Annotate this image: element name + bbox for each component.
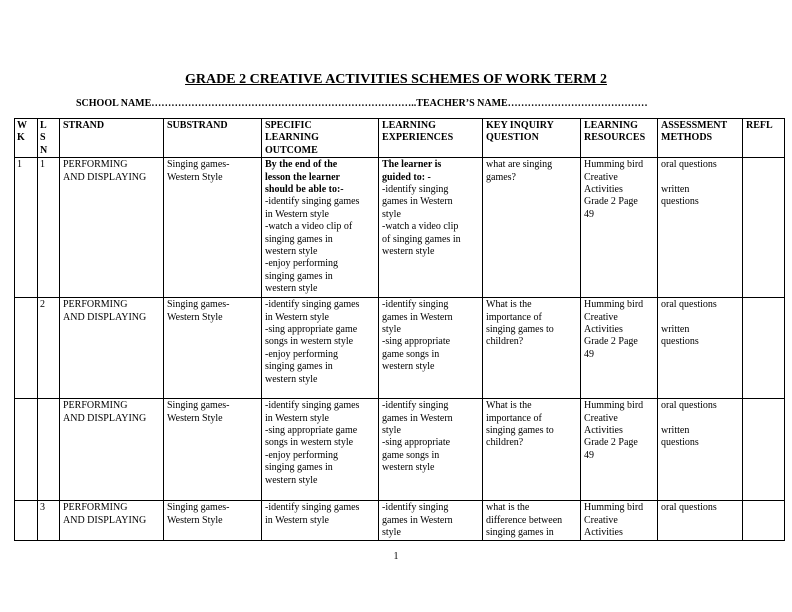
header-row [15,119,785,158]
cell-key-inquiry-question [483,399,581,501]
cell-learning-resources [581,399,658,501]
cell-text-line: singing games in [486,527,554,539]
cell-text-line: Western Style [167,514,223,526]
cell-week: 1 [15,158,38,298]
cell-text-line: in Western style [265,412,329,424]
cell-text-line: written [661,424,690,436]
cell-text-line: AND DISPLAYING [63,311,147,323]
cell-text-line: singing games to [486,324,554,336]
cell-reflection [743,298,785,399]
cell-text-line: style [382,324,401,336]
cell-text-line: children? [486,336,524,348]
cell-key-inquiry-question [483,501,581,541]
line-gap [661,312,739,324]
cell-specific-learning-outcome [262,298,379,399]
cell-text-line: games in Western [382,196,453,208]
cell-text-line: LEARNING [265,132,319,144]
cell-text-line: singing games in [265,270,333,282]
cell-text-line: style [382,527,401,539]
cell-text-line: western style [265,474,318,486]
cell-text-line: -identify singing [382,299,449,311]
cell-text-line: Singing games- [167,159,230,171]
cell-strand [60,298,164,399]
cell-text-line: Creative [584,514,618,526]
cell-text-line: style [382,425,401,437]
cell-specific-learning-outcome [262,399,379,501]
cell-text-line: -identify singing [382,184,449,196]
cell-learning-experiences [379,298,483,399]
cell-text-line: of singing games in [382,233,461,245]
cell-text-line: -identify singing games [265,400,360,412]
cell-text-line: The learner is [382,159,442,171]
table-row [15,158,785,298]
cell-reflection [743,501,785,541]
cell-text-line: ASSESSMENT [661,120,728,131]
cell-text-line: PERFORMING [63,299,128,311]
line-gap [661,413,739,425]
cell-text-line: game songs in [382,449,440,461]
cell-text-line: games in Western [382,412,453,424]
cell-text-line: PERFORMING [63,400,128,412]
cell-text-line: PERFORMING [63,159,128,171]
cell-text-line: songs in western style [265,437,354,449]
cell-text-line: EXPERIENCES [382,132,454,144]
cell-text-line: -identify singing [382,400,449,412]
cell-text-line: What is the [486,299,532,311]
cell-text-line: lesson the learner [265,171,340,183]
cell-text-line: Singing games- [167,502,230,514]
cell-text-line: western style [265,246,318,258]
cell-text-line: PERFORMING [63,502,128,514]
cell-text-line: STRAND [63,120,105,131]
document-title: GRADE 2 CREATIVE ACTIVITIES SCHEMES OF WORK TERM 2 [185,72,607,87]
cell-text-line: L [40,120,47,131]
cell-text-line: what are singing [486,159,553,171]
cell-text-line: singing games in [265,361,333,373]
cell-text-line: Western Style [167,171,223,183]
cell-week [15,399,38,501]
cell-text-line: SUBSTRAND [167,120,228,131]
cell-text-line: singing games in [265,233,333,245]
header-strand [60,119,164,158]
cell-text-line: songs in western style [265,336,354,348]
cell-text-line: western style [382,246,435,258]
cell-text-line: Activities [584,425,623,437]
cell-text-line: -identify singing games [265,196,360,208]
cell-specific-learning-outcome [262,158,379,298]
cell-text-line: -sing appropriate game [265,425,358,437]
cell-lesson [38,399,60,501]
cell-text-line: games in Western [382,514,453,526]
cell-text-line: -enjoy performing [265,258,339,270]
cell-learning-resources [581,298,658,399]
line-gap [661,172,739,184]
header-key-inquiry-question [483,119,581,158]
cell-lesson: 1 [38,158,60,298]
cell-text-line: what is the [486,502,530,514]
cell-text-line: Singing games- [167,299,230,311]
cell-reflection [743,399,785,501]
cell-text-line: importance of [486,412,542,424]
cell-text-line: REFL [746,120,773,131]
cell-text-line: -sing appropriate [382,336,451,348]
cell-reflection [743,158,785,298]
header-learning-resources [581,119,658,158]
cell-text-line: western style [382,361,435,373]
cell-text-line: Activities [584,527,623,539]
cell-strand [60,399,164,501]
cell-text-line: QUESTION [486,132,539,144]
cell-strand [60,158,164,298]
cell-week [15,298,38,399]
cell-assessment-methods [658,298,743,399]
cell-text-line: Activities [584,184,623,196]
cell-lesson: 3 [38,501,60,541]
cell-text-line: -watch a video clip [382,221,459,233]
cell-text-line: singing games to [486,425,554,437]
cell-text-line: LEARNING [584,120,638,131]
cell-text-line: -identify singing games [265,502,360,514]
header-assessment-methods [658,119,743,158]
cell-text-line: -identify singing games [265,299,360,311]
cell-text-line: Humming bird [584,400,644,412]
cell-assessment-methods [658,501,743,541]
cell-text-line: N [40,144,48,156]
cell-text-line: children? [486,437,524,449]
cell-text-line: -identify singing [382,502,449,514]
cell-text-line: AND DISPLAYING [63,171,147,183]
cell-text-line: style [382,208,401,220]
cell-learning-experiences [379,158,483,298]
cell-text-line: in Western style [265,311,329,323]
cell-text-line: western style [265,373,318,385]
cell-text-line: S [40,132,46,144]
scheme-of-work-table [14,118,785,541]
cell-text-line: 49 [584,348,594,360]
cell-text-line: -sing appropriate [382,437,451,449]
header-substrand [164,119,262,158]
cell-text-line: in Western style [265,208,329,220]
cell-text-line: Humming bird [584,159,644,171]
table-row [15,298,785,399]
cell-learning-experiences [379,399,483,501]
cell-text-line: 49 [584,208,594,220]
cell-text-line: oral questions [661,159,717,171]
cell-text-line: -sing appropriate game [265,324,358,336]
cell-text-line: oral questions [661,299,717,311]
cell-text-line: What is the [486,400,532,412]
cell-text-line: KEY INQUIRY [486,120,554,131]
cell-text-line: By the end of the [265,159,338,171]
cell-text-line: games? [486,171,516,183]
cell-substrand [164,501,262,541]
cell-text-line: K [17,132,25,144]
cell-strand [60,501,164,541]
cell-assessment-methods [658,158,743,298]
cell-text-line: Creative [584,311,618,323]
header-specific-learning-outcome [262,119,379,158]
cell-text-line: written [661,323,690,335]
cell-text-line: Creative [584,412,618,424]
cell-text-line: Humming bird [584,299,644,311]
cell-text-line: guided to: - [382,171,431,183]
cell-substrand [164,158,262,298]
cell-assessment-methods [658,399,743,501]
cell-text-line: questions [661,437,699,449]
cell-text-line: singing games in [265,462,333,474]
cell-key-inquiry-question [483,158,581,298]
cell-text-line: Singing games- [167,400,230,412]
cell-text-line: W [17,120,27,131]
cell-substrand [164,399,262,501]
cell-text-line: LEARNING [382,120,436,131]
cell-text-line: -watch a video clip of [265,221,353,233]
school-teacher-line: SCHOOL NAME……………………………………………………………………..TEACHER’S NAME…………………………………… [76,98,648,109]
cell-text-line: questions [661,336,699,348]
cell-text-line: Humming bird [584,502,644,514]
cell-text-line: OUTCOME [265,144,318,156]
cell-text-line: -enjoy performing [265,348,339,360]
cell-text-line: Creative [584,171,618,183]
cell-lesson: 2 [38,298,60,399]
page-number: 1 [393,551,399,562]
cell-text-line: games in Western [382,311,453,323]
cell-learning-experiences [379,501,483,541]
cell-learning-resources [581,158,658,298]
cell-text-line: -enjoy performing [265,449,339,461]
header-lesson [38,119,60,158]
cell-text-line: written [661,183,690,195]
cell-text-line: should be able to:- [265,184,344,196]
cell-text-line: Grade 2 Page [584,336,638,348]
cell-text-line: importance of [486,311,542,323]
cell-key-inquiry-question [483,298,581,399]
cell-learning-resources [581,501,658,541]
header-learning-experiences [379,119,483,158]
table-row [15,399,785,501]
cell-text-line: Grade 2 Page [584,196,638,208]
table-row [15,501,785,541]
cell-specific-learning-outcome [262,501,379,541]
cell-text-line: 49 [584,449,594,461]
cell-text-line: METHODS [661,132,713,144]
cell-text-line: Grade 2 Page [584,437,638,449]
cell-text-line: western style [382,462,435,474]
cell-text-line: AND DISPLAYING [63,514,147,526]
cell-text-line: RESOURCES [584,132,646,144]
cell-text-line: in Western style [265,514,329,526]
header-week [15,119,38,158]
cell-text-line: western style [265,283,318,295]
cell-text-line: questions [661,196,699,208]
cell-text-line: SPECIFIC [265,120,312,131]
cell-text-line: Western Style [167,412,223,424]
cell-week [15,501,38,541]
cell-text-line: difference between [486,514,563,526]
cell-text-line: oral questions [661,502,717,514]
cell-text-line: game songs in [382,348,440,360]
cell-text-line: oral questions [661,400,717,412]
cell-text-line: Western Style [167,311,223,323]
cell-substrand [164,298,262,399]
cell-text-line: AND DISPLAYING [63,412,147,424]
cell-text-line: Activities [584,324,623,336]
header-reflection [743,119,785,158]
